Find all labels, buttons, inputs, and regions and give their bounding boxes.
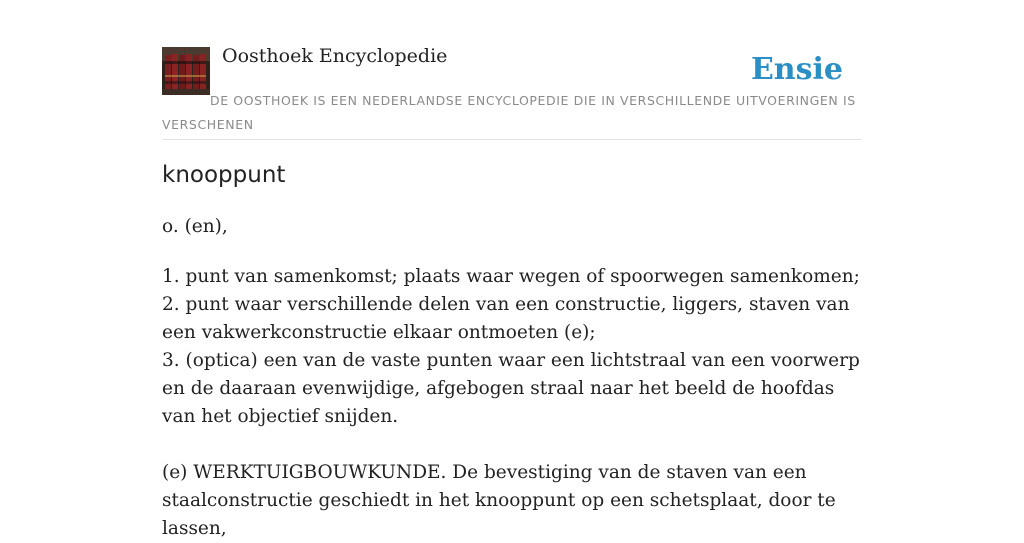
entry-note: (e) WERKTUIGBOUWKUNDE. De bevestiging van de staven van een staalconstructie geschiedt in het knooppunt op een schetsplaat, door te lassen,: [162, 462, 836, 539]
source-tagline: DE OOSTHOEK IS EEN NEDERLANDSE ENCYCLOPEDIE DIE IN VERSCHILLENDE UITVOERINGEN IS VERSCHENEN: [162, 93, 856, 132]
entry-grammar: o. (en),: [162, 216, 228, 237]
definition-item: 2. punt waar verschillende delen van een constructie, liggers, staven van een vakwerkconstructie elkaar ontmoeten (e);: [162, 294, 850, 343]
definition-item: 3. (optica) een van de vaste punten waar een lichtstraal van een voorwerp en de daaraan evenwijdige, afgebogen straal naar het beeld de hoofdas van het objectief snijden.: [162, 350, 860, 427]
source-name-link[interactable]: Oosthoek Encyclopedie: [222, 45, 448, 67]
entry-definitions: [162, 263, 862, 543]
paragraph-gap: [162, 431, 862, 459]
entry-headword: knooppunt: [162, 162, 286, 188]
source-avatar[interactable]: [162, 47, 210, 95]
header-divider: [162, 139, 862, 140]
encyclopedia-books-icon: [162, 47, 210, 95]
ensie-logo-link[interactable]: Ensie: [750, 52, 843, 87]
definition-item: 1. punt van samenkomst; plaats waar wegen of spoorwegen samenkomen;: [162, 266, 860, 287]
